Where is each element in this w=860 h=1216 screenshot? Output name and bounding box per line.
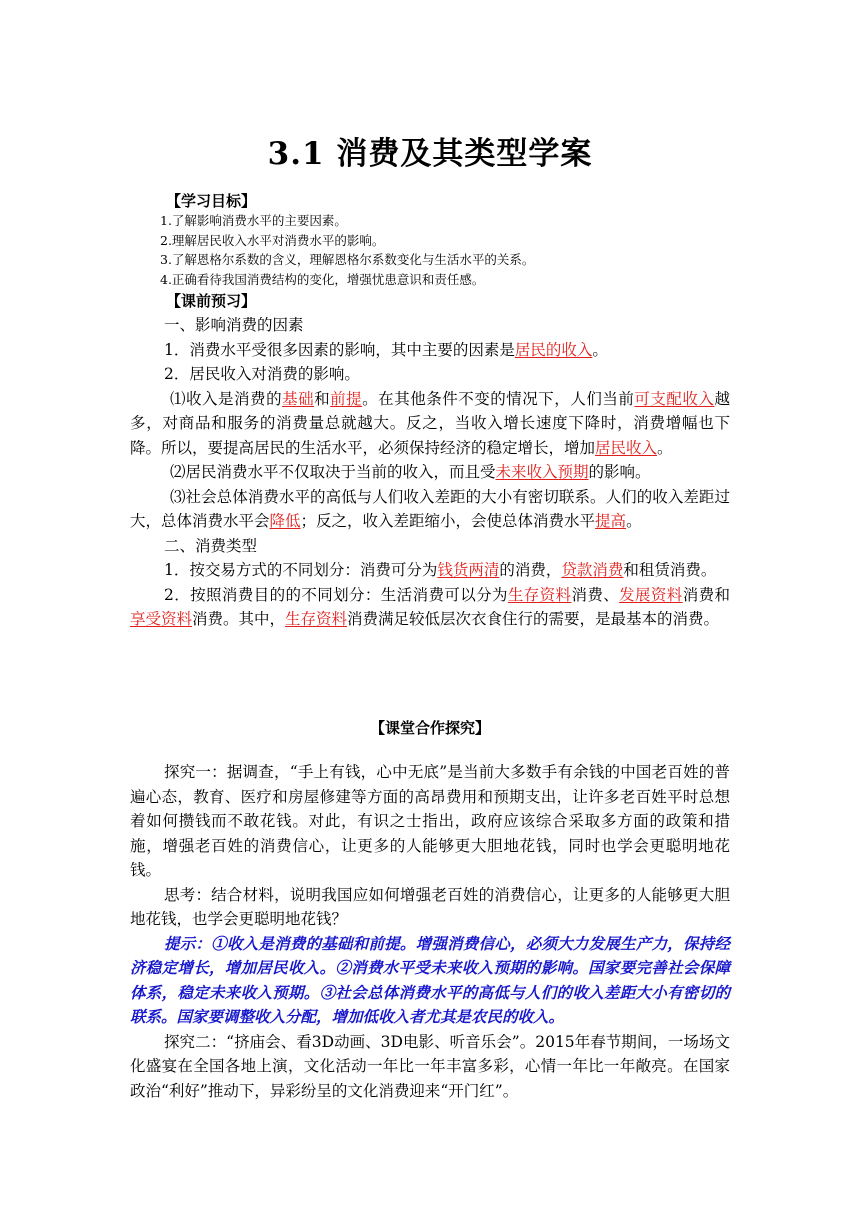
text-run: 。 [626, 512, 642, 530]
text-run: 的消费， [499, 561, 562, 579]
text-run: 消费、 [571, 585, 620, 604]
answer-blank: 发展资料 [619, 585, 683, 604]
paragraph: 思考：结合材料，说明我国应如何增强老百姓的消费信心，让更多的人能够更大胆地花钱，也学会更聪明地花钱？ [130, 885, 730, 928]
goal-item: 3.了解恩格尔系数的含义，理解恩格尔系数变化与生活水平的关系。 [160, 252, 535, 267]
coop-content [130, 760, 730, 1103]
text-run: ⑴收入是消费的 [170, 389, 283, 408]
goal-item: 2.理解居民收入水平对消费水平的影响。 [160, 232, 385, 248]
preview-content [130, 313, 730, 632]
paragraph: 探究二：“挤庙会、看3D动画、3D电影、听音乐会”。2015年春节期间，一场场文化盛宴在全国各地上演，文化活动一年比一年丰富多彩，心情一年比一年敞亮。在国家政治“利好”推动下，异彩纷呈的文化消费迎来“开门红”。 [130, 1032, 730, 1100]
answer-blank: 可支配收入 [634, 389, 715, 408]
paragraph [130, 583, 730, 632]
text-run: 。在其他条件不变的情况下，人们当前 [362, 389, 635, 408]
answer-blank: 基础 [282, 389, 315, 408]
text-run: 1．按交易方式的不同划分：消费可分为 [164, 561, 438, 579]
preview-heading: 【课前预习】 [166, 292, 257, 310]
answer-blank: 降低 [269, 512, 301, 530]
text-run: 消费满足较低层次衣食住行的需要，是最基本的消费。 [347, 610, 720, 628]
paragraph [130, 338, 730, 363]
answer-blank: 居民的收入 [514, 340, 593, 359]
text-run: 2．按照消费目的的不同划分：生活消费可以分为 [164, 585, 508, 604]
answer-blank: 生存资料 [507, 585, 572, 604]
answer-blank: 钱货两清 [437, 561, 500, 579]
text-run: ；反之，收入差距缩小，会使总体消费水平 [300, 512, 596, 530]
text-run: 和租赁消费。 [623, 561, 717, 579]
text-run: 的影响。 [588, 463, 651, 481]
section-heading: 一、影响消费的因素 [164, 316, 304, 334]
paragraph: 2．居民收入对消费的影响。 [164, 365, 360, 383]
paragraph [130, 460, 730, 485]
coop-heading: 【课堂合作探究】 [369, 719, 490, 737]
goal-item: 1.了解影响消费水平的主要因素。 [160, 213, 347, 228]
text-run: ⑶社会总体消费水平的高低与人们收入差距的大小有密切联系。人们的收入差距过大，总体消费水平会 [130, 487, 730, 530]
section-heading: 二、消费类型 [164, 536, 258, 555]
text-run: 消费和 [682, 585, 730, 604]
answer-blank: 享受资料 [130, 610, 193, 628]
text-run: 越多，对商品和服务的消费量总就越大。反之，当收入增长速度下降时，消费增幅也下降。所以，要提高居民的生活水平，必须保持经济的稳定增长，增加 [130, 389, 730, 457]
text-run: 。 [592, 340, 608, 359]
goal-item: 4.正确看待我国消费结构的变化，增强忧患意识和责任感。 [160, 271, 485, 287]
goals-list [160, 211, 740, 289]
answer-blank: 提高 [595, 512, 627, 530]
text-run: 和 [314, 389, 331, 408]
text-run: ⑵居民消费水平不仅取决于当前的收入，而且受 [170, 463, 496, 481]
text-run: 消费。其中， [192, 610, 286, 628]
page-title: 3.1 消费及其类型学案 [267, 136, 593, 172]
paragraph: 探究一：据调查，“手上有钱，心中无底”是当前大多数手有余钱的中国老百姓的普遍心态，教育、医疗和房屋修建等方面的高昂费用和预期支出，让许多老百姓平时总想着如何攒钱而不敢花钱。对此，有识之士指出，政府应该综合采取多方面的政策和措施，增强老百姓的消费信心，让更多的人能够更大胆地花钱，同时也学会更聪明地花钱。 [130, 763, 730, 879]
answer-blank: 居民收入 [595, 438, 658, 457]
goals-heading: 【学习目标】 [166, 192, 257, 210]
answer-blank: 贷款消费 [561, 561, 624, 579]
answer-blank: 前提 [330, 389, 363, 408]
text-run: 1．消费水平受很多因素的影响，其中主要的因素是 [164, 340, 515, 359]
paragraph [130, 558, 730, 583]
answer-blank: 生存资料 [285, 610, 348, 628]
answer-blank: 未来收入预期 [495, 463, 589, 481]
text-run: 。 [657, 438, 673, 457]
hint-paragraph: 提示：①收入是消费的基础和前提。增强消费信心，必须大力发展生产力，保持经济稳定增长，增加居民收入。②消费水平受未来收入预期的影响。国家要完善社会保障体系，稳定未来收入预期。③社会总体消费水平的高低与人们的收入差距大小有密切的联系。国家要调整收入分配，增加低收入者尤其是农民的收入。 [130, 933, 730, 1026]
paragraph [130, 485, 730, 534]
paragraph [130, 387, 730, 461]
